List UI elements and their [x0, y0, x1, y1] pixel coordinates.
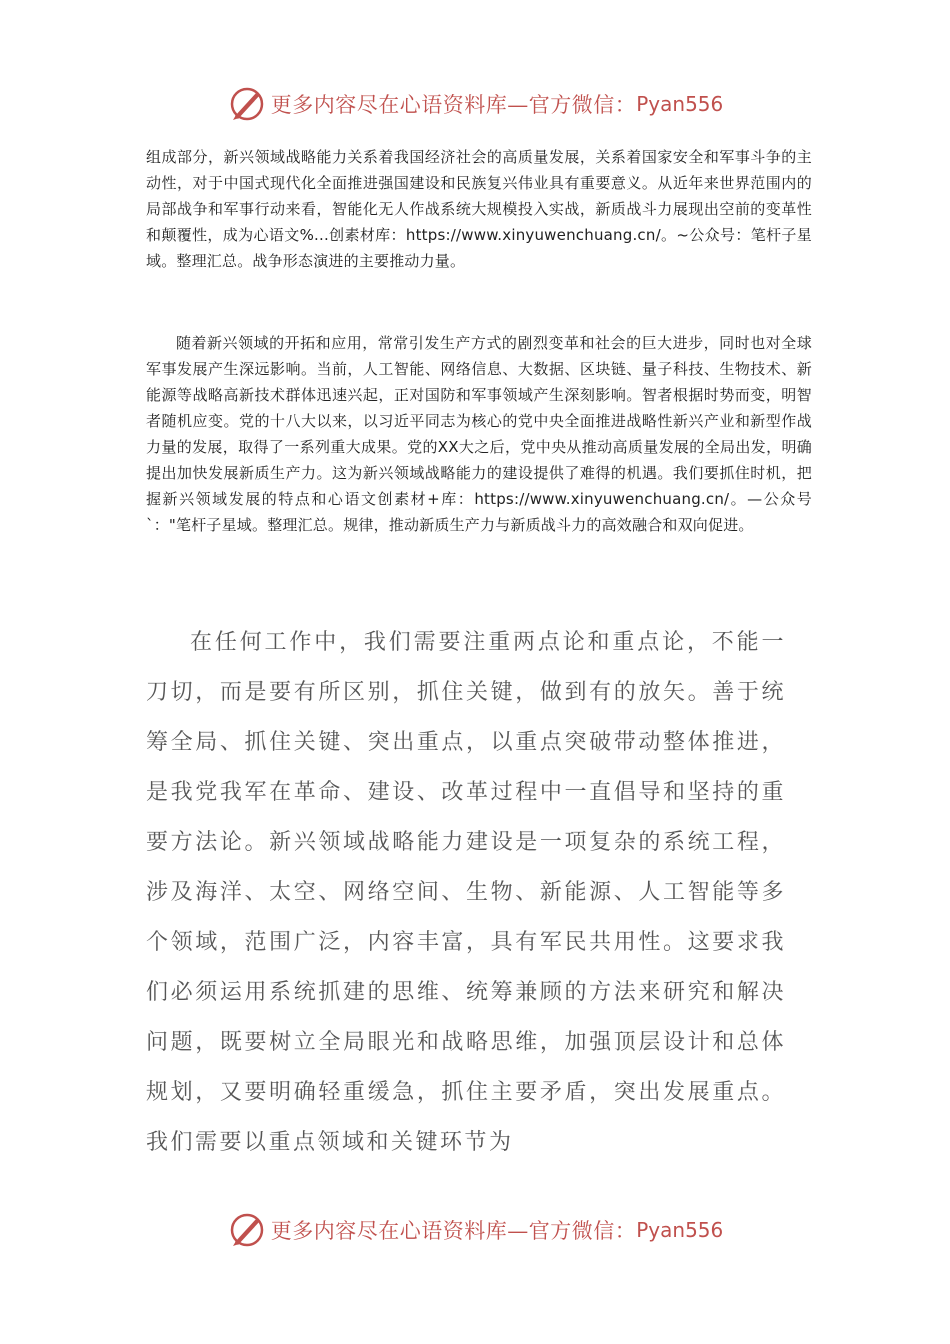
header-banner-id: Pyan556	[636, 92, 724, 116]
pen-logo-icon	[227, 1210, 267, 1250]
paragraph-3-text: 在任何工作中，我们需要注重两点论和重点论，不能一刀切，而是要有所区别，抓住关键，做到有的放矢。善于统筹全局、抓住关键、突出重点，以重点突破带动整体推进，是我党我军在革命、建设、改革过程中一直倡导和坚持的重要方法论。新兴领域战略能力建设是一项复杂的系统工程，涉及海洋、太空、网络空间、生物、新能源、人工智能等多个领域，范围广泛，内容丰富，具有军民共用性。这要求我们必须运用系统抓建的思维、统筹兼顾的方法来研究和解决问题，既要树立全局眼光和战略思维，加强顶层设计和总体规划，又要明确轻重缓急，抓住主要矛盾，突出发展重点。我们需要以重点领域和关键环节为	[146, 630, 786, 1155]
pen-logo-icon	[227, 84, 267, 124]
paragraph-2	[146, 330, 812, 538]
paragraph-1	[146, 144, 812, 274]
paragraph-2-text: 随着新兴领域的开拓和应用，常常引发生产方式的剧烈变革和社会的巨大进步，同时也对全球军事发展产生深远影响。当前，人工智能、网络信息、大数据、区块链、量子科技、生物技术、新能源等战略高新技术群体迅速兴起，正对国防和军事领域产生深刻影响。智者根据时势而变，明智者随机应变。党的十八大以来，以习近平同志为核心的党中央全面推进战略性新兴产业和新型作战力量的发展，取得了一系列重大成果。党的XX大之后，党中央从推动高质量发展的全局出发，明确提出加快发展新质生产力。这为新兴领域战略能力的建设提供了难得的机遇。我们要抓住时机，把握新兴领域发展的特点和心语文创素材+库：https://www.xinyuwenchuang.cn/。—公众号`："笔杆子星域。整理汇总。规律，推动新质生产力与新质战斗力的高效融合和双向促进。	[146, 334, 812, 534]
paragraph-3	[146, 618, 786, 1168]
header-banner-text: 更多内容尽在心语资料库—官方微信：	[270, 93, 637, 117]
header-banner	[0, 82, 950, 126]
footer-banner-id: Pyan556	[636, 1218, 724, 1242]
paragraph-1-text: 组成部分，新兴领域战略能力关系着我国经济社会的高质量发展，关系着国家安全和军事斗争的主动性，对于中国式现代化全面推进强国建设和民族复兴伟业具有重要意义。从近年来世界范围内的局部战争和军事行动来看，智能化无人作战系统大规模投入实战，新质战斗力展现出空前的变革性和颠覆性，成为心语文%...创素材库：https://www.xinyuwenchuang.cn/。~公众号：笔杆子星域。整理汇总。战争形态演进的主要推动力量。	[146, 148, 812, 270]
footer-banner-text: 更多内容尽在心语资料库—官方微信：	[270, 1219, 637, 1243]
footer-banner	[0, 1208, 950, 1252]
